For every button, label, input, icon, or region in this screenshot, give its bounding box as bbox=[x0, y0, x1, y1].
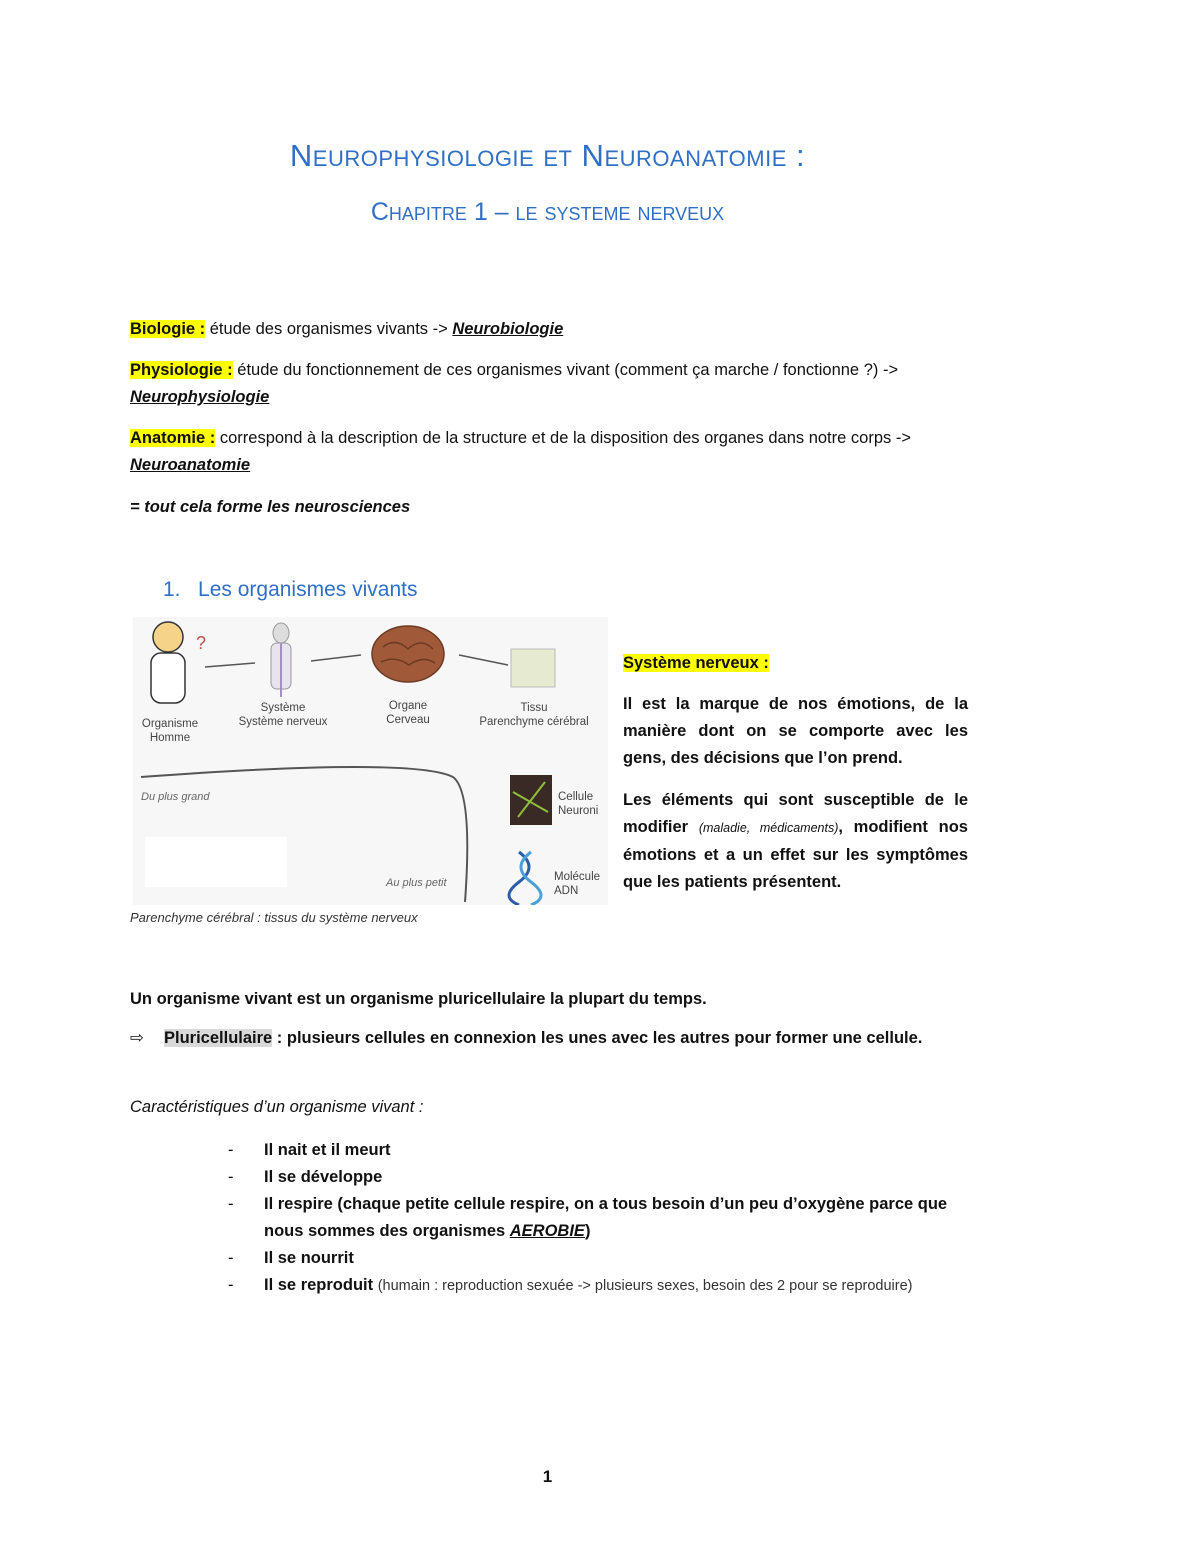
link-neuroanatomie: Neuroanatomie bbox=[130, 456, 251, 474]
link-neurobiologie: Neurobiologie bbox=[452, 320, 564, 338]
definition-biologie: Biologie : étude des organismes vivants -> Neurobiologie bbox=[130, 320, 564, 338]
document-title: Neurophysiologie et Neuroanatomie : bbox=[289, 138, 806, 173]
chapter-title: Chapitre 1 – le systeme nerveux bbox=[370, 198, 725, 226]
list-item: - Il nait et il meurt bbox=[228, 1141, 391, 1159]
section-heading: 1. Les organismes vivants bbox=[163, 578, 418, 601]
sidebar-paragraph-2: Les éléments qui sont susceptible de le modifier (maladie, médicaments), modifient nos émotions et a un effet sur les symptômes que les patients présentent. bbox=[623, 791, 968, 891]
term-biologie: Biologie : bbox=[130, 320, 206, 338]
nervous-system-icon bbox=[271, 623, 291, 697]
sidebar-paragraph-1: Il est la marque de nos émotions, de la manière dont on se comporte avec les gens, des décisions que l’on prend. bbox=[623, 695, 968, 767]
term-anatomie: Anatomie : bbox=[130, 429, 216, 447]
characteristics-list bbox=[228, 1137, 968, 1300]
summary-line: = tout cela forme les neurosciences bbox=[130, 498, 411, 516]
definition-anatomie: Anatomie : correspond à la description de la structure et de la disposition des organes dans notre corps -> Neuroanatomie bbox=[130, 429, 911, 474]
brain-icon bbox=[372, 626, 444, 682]
watermark-box bbox=[145, 837, 287, 887]
human-icon bbox=[151, 622, 206, 703]
pluricellulaire-definition: ⇨ Pluricellulaire : plusieurs cellules en connexion les unes avec les autres pour former une cellule. bbox=[130, 1029, 923, 1047]
term-physiologie: Physiologie : bbox=[130, 361, 233, 379]
tissue-icon bbox=[511, 649, 555, 687]
page-number: 1 bbox=[542, 1467, 553, 1486]
svg-text:?: ? bbox=[196, 633, 207, 653]
sidebar-heading: Système nerveux : bbox=[623, 654, 769, 672]
characteristics-heading: Caractéristiques d’un organisme vivant : bbox=[130, 1098, 424, 1116]
list-item: - Il se reproduit (humain : reproduction sexuée -> plusieurs sexes, besoin des 2 pour se reproduire) bbox=[228, 1276, 913, 1294]
organism-scale-figure: ? Organisme Homme Système Système nerveux Organe Cerveau Tissu Parenchyme cérébral Cellule Neuroni Molécule ADN Du plus grand Au plus petit bbox=[133, 617, 608, 905]
link-neurophysiologie: Neurophysiologie bbox=[130, 388, 270, 406]
definition-physiologie: Physiologie : étude du fonctionnement de ces organismes vivant (comment ça marche / fonctionne ?) -> Neurophysiologie bbox=[130, 361, 899, 406]
arrow-icon: ⇨ bbox=[130, 1029, 144, 1047]
figure-caption: Parenchyme cérébral : tissus du système nerveux bbox=[130, 910, 418, 925]
term-pluricellulaire: Pluricellulaire bbox=[164, 1029, 273, 1047]
dna-icon bbox=[509, 852, 541, 905]
list-item: - Il se développe bbox=[228, 1168, 383, 1186]
figure-drawing bbox=[133, 617, 608, 905]
list-item: - Il respire (chaque petite cellule respire, on a tous besoin d’un peu d’oxygène parce que nous sommes des organismes AEROBIE) bbox=[228, 1195, 948, 1240]
organism-line: Un organisme vivant est un organisme pluricellulaire la plupart du temps. bbox=[130, 990, 707, 1008]
list-item: - Il se nourrit bbox=[228, 1249, 354, 1267]
